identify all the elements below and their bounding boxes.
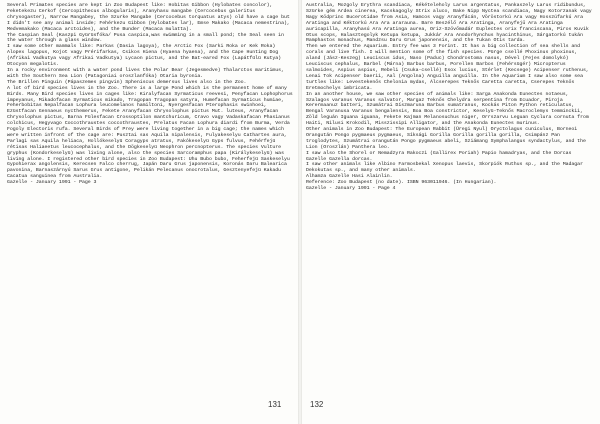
paragraph: A lot of bird species lives in the Zoo. There is a large Pond which is the permanent home of many Birds. Many Bird species lives in cages like: Kiralyfacan Syrmaticus reevesi, Penyfacan Lophophorus impeyanus, Mikadofacan Syrmaticus mikado, Tragopan Tragopan satyra, Humefacan Syrmaticus humiae, Feherbobitas Nepalfacan Lophura leucomelanos hamiltoni, Nyergesfacan Pterophasis swinhoei, Ezüstfacan Gennaeus nycthemerus, Fekete Aranyfacan Chrysolophus pictus Mut. luteus, Aranyfacan Chrysolophus pictus, Barna Fülesfacan Crossoptilon mantchuricum, Cravo vagy Vadaskafacan Phasianus colchicus, Hegyvago Coccothraustes coccothraustes, Prelatus Facan Lophura diardi from Burma, Verda Fogoly Electoris rufa. Several Birds of Prey were living together in a big cage; the names which were written infront of the cage are: Pusztai sas Aquila nipalensis, Fulyakeselyu Cathartes aura, Parlagi sas Aquila heliaca, Hollókeselyü Coragyps atratus, Fakókeselyü Gyps fulvus, Fehérfejü rétisas Haliaeetus leucocephalus, and the Dögkeselyü Neophron percnopterus. The species Vulture gryphus (Kondorkeselyü) was living alone, also the species Sarcoramphus papa (Királykeselyü) was living alone. I registered other bird species in Zoo Budapest: Uhu Bubo bubo, Feherfejü Saskeselyu Gypohierax angolensis, Kerecsen Falco cherrug, Japán Daru Grus japonensis, Koronás Daru Balearica pavonina, Barnaszárnyú Sarus Grus antigone, Pelikán Pelecanus onocrotalus, Gesztenyefejü Kakadu Cacatua sanguinea from Australia. <box>7 85 293 180</box>
paragraph: In an another house, we saw other species of animals like: Sarga Anakonda Eunectes notaeus, Szalagos varanus Varanus salvator, Margaz Teknős Chelydra serpentina from Ecuador, Piroja Kerermaanuz batteri, Szumátrai Díszmaruna Barbus sumatranus, Kockás Piton Python reticulatus, Bengal Varanusa Varanus bengalensis, Boa Boa constrictor, Keselyü-Teknős Macroclemys temminckii, Zöld leguán Iguana iguana, Fekete Kajman Melanosuchus niger, Orrszarvu Leguan Cyclura cornuta from Haiti, Nilusi Krokodil, Misszissipi Alligator, and the Anakonda Eunectes murinus. <box>306 91 589 127</box>
paragraph: I saw other animals like Albino Farmosbekal Xenopus laevis, Skorpiók Ruthus sp., and the Madagar Dekokutas sp., and many other animals. <box>306 162 583 174</box>
paragraph: The Caspian Seal (Kaszpi Gyürüsfóka/ Pusa caspica,was swimming in a small pond; the Seal seen in the water through a glass window. <box>7 32 284 44</box>
left-page-text <box>7 3 295 186</box>
paragraph: Australia, Mozgoly Erythra scandiaca, Kékételeholy Larus argentatus, Pankaszely Larus ridibundus, Szürke gém Ardea cinerea, Kacskagogly Strix aluco, Bake Nipp Nyctea scandiaca, Nagy Kotorzanak vagy Nagy Ködprinc Bucerotidae from Asia, Hamcos vagy Aranyfácán, Vöröstorkú Ara vagy Hosszúfarkú Ara Aratinga and Kéktorkú Ara Ara ararauna. Bare Beszélő Ara Aratinga, Aranyfejű Ara Aratinga auricapilla, Aranyhasú Ara Aratinga aurea, Oriz-Szövőmadár Euplectes orix franciscana, Piros Kuvik Otus scops, Halasztegolyk Ketupa ketupa, Jukkár Ara Anodorhynchus hyacinthinus, Sárgatorkú tukán Ramphastos monachus, Mandzsu Daru Grus japonensis, and the Tukan Otis tarda. <box>306 3 592 44</box>
reference: Reference: Zoo Budapest (no date). ISBN 963011946. (In Hungarian). <box>306 180 497 186</box>
page-number: 132 <box>310 400 324 409</box>
paragraph: Other animals in Zoo Budapest: The European Rabbit (Üregi Nyul) Oryctolagus cuniculus, Borneoi Orangután Pongo pygmaeus pygmaeus, Síksági Gorilla Gorilla gorilla gorilla, Csimpánz Pan troglodytes, Szumátrai orangután Pongo pygmaeus abeli, Sziámang Symphalangus syndactylus, and the Lion (Oroszlán) Panthera leo. <box>306 127 586 150</box>
right-page <box>300 0 600 424</box>
paragraph: Alhamza Gazelle Hasi Alainlin. <box>306 174 393 180</box>
page-footer: Gazelle - January 1991 - Page 3 <box>7 180 97 186</box>
paragraph: Several Primates species are kept in Zoo Budapest like: Hobitas Gibbon (Hylobates concolor), Feketekezu Cerkof (Cercopithecus albogularis), Aranyhasu mangabe (Cercocebus galeritus chrysogaster), Narrow Mangabey, the Szurke Mangabe (Cercocebus torquatus atys) old have a cage but I didn't see any animal inside; Fehérkezu Gibbon (Hylobates lar), Emse Makako (Macaca nemestrina), Medvemakako (Macaca arctoides), and the Bunder (Macaca mulatta). <box>7 3 290 32</box>
paragraph: I saw also the Shorel or Nemadzyra Rakoczi (Gallirex Poriah) Papio hamadryas, and the Dorcas Gazelle Gazella dorcas. <box>306 150 572 162</box>
paragraph: In a rocky environment with a water pond lives the Polar Bear (Jegesmedve) Thalarctos maritimus, with the Southern Sea Lion (Patagoniai oroszlanfóka) Otaria byronia. <box>7 67 284 79</box>
paragraph: The Brillen Pinguin (Pápaszemes pingvin) Spheniscus demersus lives also in the Zoo. <box>7 79 247 85</box>
paragraph: Then we entered the Aquarium. Entry fee was 3 Forint. It has a big collection of sea shells and corals and live fish. I will mention some of the fish species. Pürge csellé Phoxinus phoxinus, aland (Jász-Keszeg) Leuciscus idus, Naso (Paduc) Chondrostoma nasus, Dével (Fejes domolykó) Leuciscus cephalus, Barbel (Márna) Barbus barbus, Porellen Barbos (Fehérsügér) Micropterus salmoides, Aspius aspius, Rebeli (Csuka-csellé) Esox lucius, Stérlet (Kecsege) Acipenser ruthenus, Lenai Tok Acipenser baerii, Aal (Angolna) Anguilla anguilla. In the Aquarium I saw also some sea turtles like: Levestekenős Chelonia mydas, Álcserepes Teknős Caretta caretta, Cserepes Teknős Eretmochelys imbricata. <box>306 44 589 91</box>
right-page-text <box>306 3 594 192</box>
page-footer: Gazelle - January 1991 - Page 4 <box>306 186 396 192</box>
page-number: 131 <box>268 400 282 409</box>
paragraph: I saw some other mammals like: Parkas (Dasia lagoya), the Arctic Fox (Sarki Roka or Kek Roka) Alopex lagopus, Kojot vagy Prérifarkas, Csikos Hiena (Hyaena hyaena), and the Cape Hunting Dog (Afrikai Vadkutya vagy Afrikai Vadkutya) Lycaon pictus, and the Bat-eared Fox (Lapátfülü Kutya) Otocyon megalotis. <box>7 44 282 68</box>
